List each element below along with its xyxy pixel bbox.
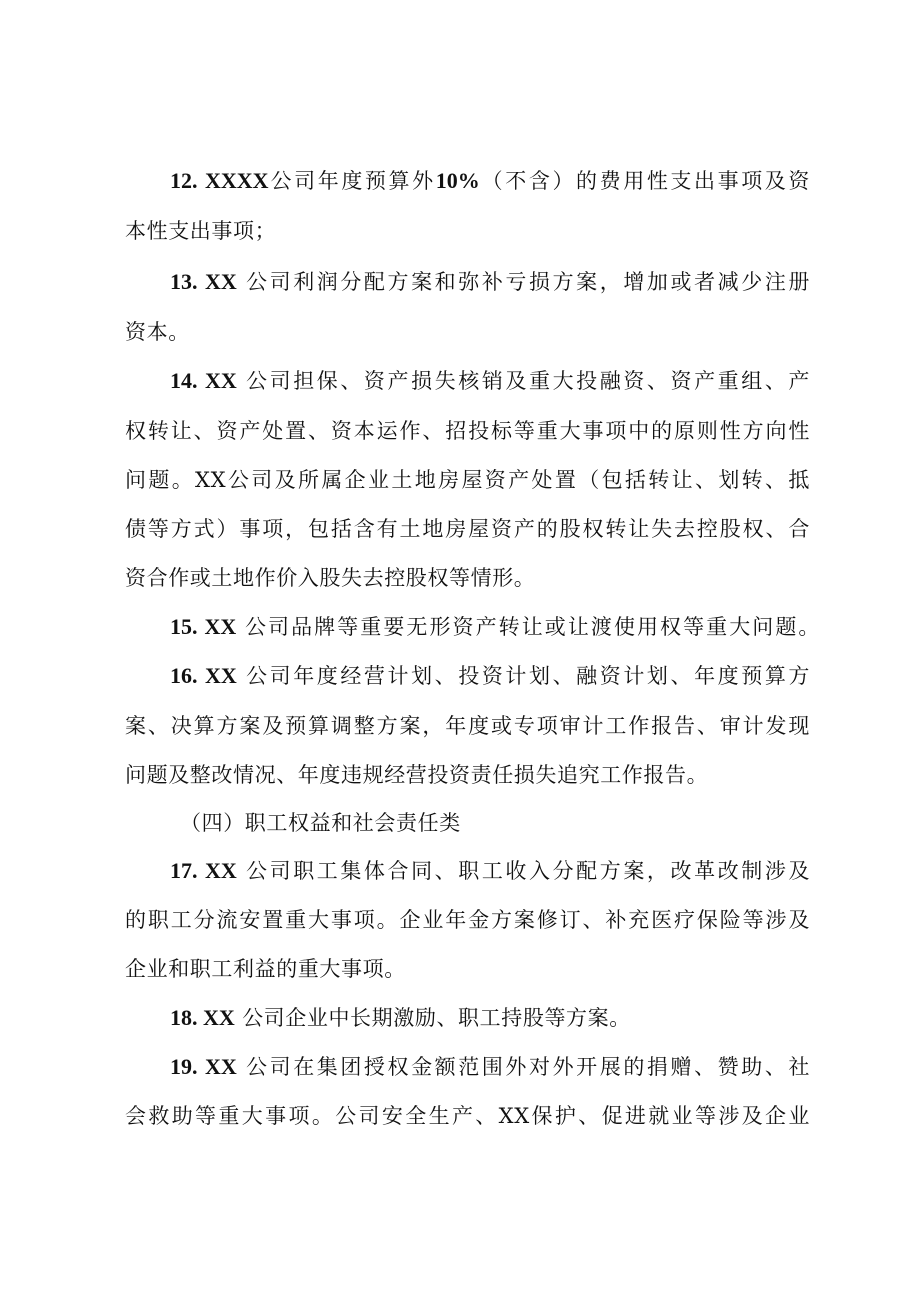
item-14-line-4: 债等方式）事项，包括含有土地房屋资产的股权转让失去控股权、合 bbox=[125, 517, 810, 541]
item-14-line-3: 问题。XX公司及所属企业土地房屋资产处置（包括转让、划转、抵 bbox=[125, 468, 810, 492]
item-13-number: 13. XX bbox=[170, 269, 237, 294]
item-12-percent: 10% bbox=[435, 168, 480, 193]
item-17-number: 17. XX bbox=[170, 858, 237, 883]
item-14-line-5: 资合作或土地作价入股失去控股权等情形。 bbox=[125, 566, 536, 590]
item-17-line-2: 的职工分流安置重大事项。企业年金方案修订、补充医疗保险等涉及 bbox=[125, 908, 810, 932]
item-18-number: 18. XX bbox=[170, 1005, 235, 1030]
item-16-line-1 bbox=[170, 661, 810, 691]
section-heading-4: （四）职工权益和社会责任类 bbox=[180, 811, 461, 835]
item-12-number: 12. XXXX bbox=[170, 168, 269, 193]
item-19-text: 公司在集团授权金额范围外对外开展的捐赠、赞助、社 bbox=[246, 1055, 810, 1079]
item-12-line-2: 本性支出事项； bbox=[125, 219, 277, 243]
item-19-line-1 bbox=[170, 1052, 810, 1082]
item-12-text-a: 公司年度预算外 bbox=[268, 169, 436, 193]
item-16-number: 16. XX bbox=[170, 663, 237, 688]
item-13-line-2: 资本。 bbox=[125, 320, 190, 344]
item-15-text: 公司品牌等重要无形资产转让或让渡使用权等重大问题。 bbox=[245, 615, 821, 639]
item-16-line-3: 问题及整改情况、年度违规经营投资责任损失追究工作报告。 bbox=[125, 763, 709, 787]
item-14-number: 14. XX bbox=[170, 368, 237, 393]
item-13-text: 公司利润分配方案和弥补亏损方案，增加或者减少注册 bbox=[246, 270, 810, 294]
item-18-text: 公司企业中长期激励、职工持股等方案。 bbox=[242, 1006, 631, 1030]
item-18-line-1 bbox=[170, 1003, 631, 1033]
item-14-line-2: 权转让、资产处置、资本运作、招投标等重大事项中的原则性方向性 bbox=[125, 419, 810, 443]
item-15-number: 15. XX bbox=[170, 614, 237, 639]
item-17-line-3: 企业和职工利益的重大事项。 bbox=[125, 957, 406, 981]
item-16-line-2: 案、决算方案及预算调整方案，年度或专项审计工作报告、审计发现 bbox=[125, 714, 810, 738]
item-15-line-1 bbox=[170, 612, 820, 642]
item-17-text: 公司职工集体合同、职工收入分配方案，改革改制涉及 bbox=[246, 859, 810, 883]
item-19-line-2: 会救助等重大事项。公司安全生产、XX保护、促进就业等涉及企业 bbox=[125, 1104, 810, 1128]
item-13-line-1 bbox=[170, 267, 810, 297]
item-14-line-1 bbox=[170, 366, 810, 396]
item-19-number: 19. XX bbox=[170, 1054, 237, 1079]
item-14-text: 公司担保、资产损失核销及重大投融资、资产重组、产 bbox=[246, 369, 810, 393]
item-16-text: 公司年度经营计划、投资计划、融资计划、年度预算方 bbox=[246, 664, 810, 688]
item-12-text-b: （不含）的费用性支出事项及资 bbox=[479, 169, 810, 193]
item-17-line-1 bbox=[170, 856, 810, 886]
item-12-line-1 bbox=[170, 166, 810, 196]
